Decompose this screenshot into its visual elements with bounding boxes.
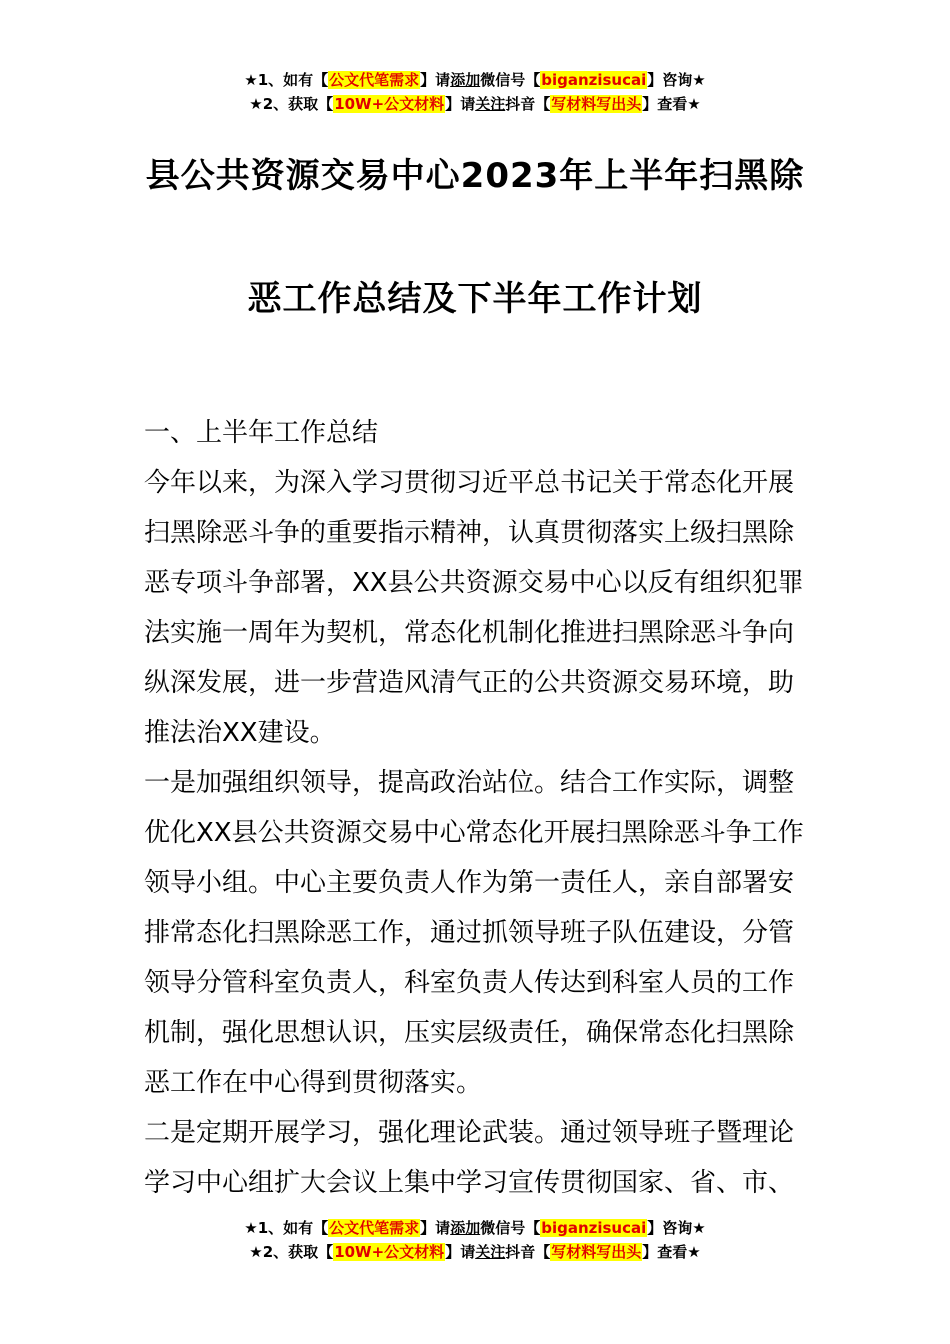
- promo-text: 】咨询★: [647, 1219, 706, 1237]
- body-line: 扫黑除恶斗争的重要指示精神，认真贯彻落实上级扫黑除: [144, 518, 795, 548]
- body-line: 领导分管科室负责人，科室负责人传达到科室人员的工作: [144, 968, 795, 998]
- body-line: 恶工作在中心得到贯彻落实。: [144, 1068, 483, 1098]
- promo-text: 抖音【: [505, 1243, 551, 1261]
- promo-highlight: 公文代笔需求: [329, 71, 420, 89]
- promo-line-1: [0, 1216, 950, 1240]
- promo-line-1: [0, 68, 950, 92]
- promo-text: ★2、获取【: [249, 95, 334, 113]
- promo-text: 】请: [420, 71, 451, 89]
- body-line: 今年以来，为深入学习贯彻习近平总书记关于常态化开展: [144, 468, 795, 498]
- promo-highlight: 10W+公文材料: [334, 1243, 445, 1261]
- promo-footer: [0, 1216, 950, 1264]
- promo-highlight: biganzisucai: [541, 71, 647, 89]
- promo-highlight: 写材料写出头: [551, 95, 642, 113]
- promo-highlight: 公文代笔需求: [329, 1219, 420, 1237]
- body-line: 推法治XX建设。: [144, 718, 336, 748]
- body-line: 二是定期开展学习，强化理论武装。通过领导班子暨理论: [144, 1118, 795, 1148]
- promo-line-2: [0, 1240, 950, 1264]
- body-line: 优化XX县公共资源交易中心常态化开展扫黑除恶斗争工作: [144, 818, 804, 848]
- promo-text: ★1、如有【: [244, 71, 329, 89]
- promo-header: [0, 68, 950, 116]
- body-line: 法实施一周年为契机，常态化机制化推进扫黑除恶斗争向: [144, 618, 795, 648]
- body-line: 恶专项斗争部署，XX县公共资源交易中心以反有组织犯罪: [144, 568, 804, 598]
- promo-text: 微信号【: [480, 1219, 541, 1237]
- promo-text: 】请: [445, 95, 476, 113]
- document-title-line-2: 恶工作总结及下半年工作计划: [247, 279, 703, 319]
- promo-underlined: 关注: [475, 95, 506, 113]
- promo-text: 】请: [420, 1219, 451, 1237]
- body-line: 一是加强组织领导，提高政治站位。结合工作实际，调整: [144, 768, 795, 798]
- body-line: 纵深发展，进一步营造风清气正的公共资源交易环境，助: [144, 668, 795, 698]
- document-body: [144, 408, 808, 1208]
- document-title-line-1: 县公共资源交易中心2023年上半年扫黑除: [145, 156, 805, 196]
- body-line: 排常态化扫黑除恶工作，通过抓领导班子队伍建设，分管: [144, 918, 795, 948]
- promo-text: 微信号【: [480, 71, 541, 89]
- promo-underlined: 添加: [450, 1219, 481, 1237]
- body-line: 领导小组。中心主要负责人作为第一责任人，亲自部署安: [144, 868, 795, 898]
- promo-underlined: 添加: [450, 71, 481, 89]
- promo-highlight: 写材料写出头: [551, 1243, 642, 1261]
- promo-text: 】查看★: [642, 1243, 701, 1261]
- promo-text: 】请: [445, 1243, 476, 1261]
- promo-text: 】查看★: [642, 95, 701, 113]
- body-line: 学习中心组扩大会议上集中学习宣传贯彻国家、省、市、: [144, 1168, 795, 1198]
- promo-line-2: [0, 92, 950, 116]
- promo-text: 抖音【: [505, 95, 551, 113]
- promo-underlined: 关注: [475, 1243, 506, 1261]
- promo-text: ★2、获取【: [249, 1243, 334, 1261]
- promo-highlight: 10W+公文材料: [334, 95, 445, 113]
- section-heading: 一、上半年工作总结: [144, 418, 379, 448]
- promo-text: ★1、如有【: [244, 1219, 329, 1237]
- body-line: 机制，强化思想认识，压实层级责任，确保常态化扫黑除: [144, 1018, 795, 1048]
- promo-text: 】咨询★: [647, 71, 706, 89]
- promo-highlight: biganzisucai: [541, 1219, 647, 1237]
